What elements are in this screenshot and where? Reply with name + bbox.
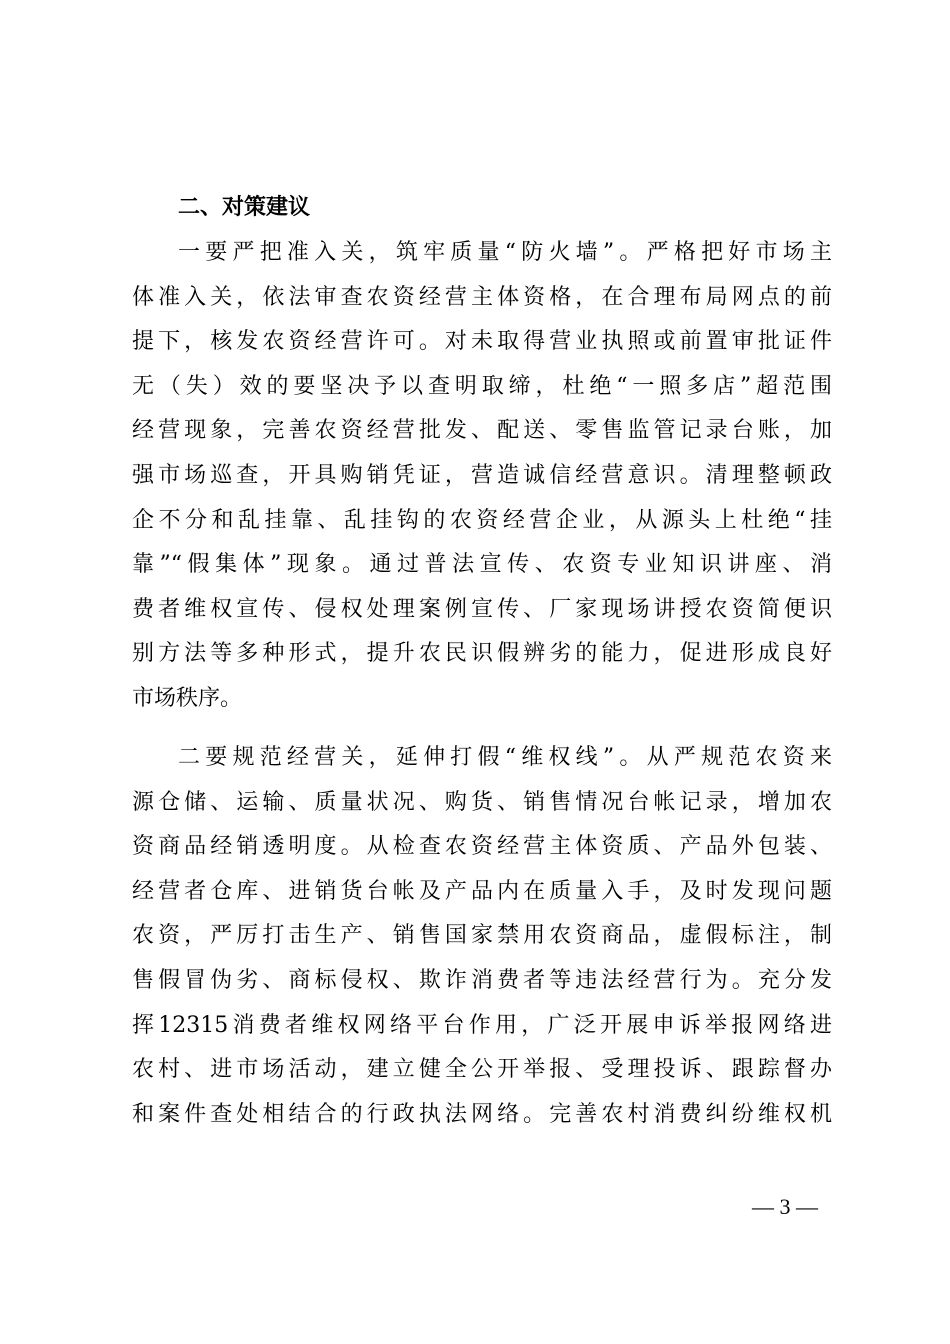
paragraph-line: 提下，核发农资经营许可。对未取得营业执照或前置审批证件 [132,329,832,355]
paragraph-line: 别方法等多种形式，提升农民识假辨劣的能力，促进形成良好 [132,641,832,667]
paragraph-line: 农村、进市场活动，建立健全公开举报、受理投诉、跟踪督办 [132,1057,832,1083]
paragraph-line: 农资，严厉打击生产、销售国家禁用农资商品，虚假标注，制 [132,923,832,949]
paragraph-line: 强市场巡查，开具购销凭证，营造诚信经营意识。清理整顿政 [132,462,832,488]
paragraph-line: 源仓储、运输、质量状况、购货、销售情况台帐记录，增加农 [132,789,832,815]
paragraph-line: 无（失）效的要坚决予以查明取缔，杜绝“一照多店”超范围 [132,373,832,399]
paragraph-line: 和案件查处相结合的行政执法网络。完善农村消费纠纷维权机 [132,1101,832,1127]
paragraph-line: 经营者仓库、进销货台帐及产品内在质量入手，及时发现问题 [132,878,832,904]
paragraph-line: 靠”“假集体”现象。通过普法宣传、农资专业知识讲座、消 [132,552,832,578]
paragraph-line: 售假冒伪劣、商标侵权、欺诈消费者等违法经营行为。充分发 [132,967,832,993]
paragraph-line: 费者维权宣传、侵权处理案例宣传、厂家现场讲授农资简便识 [132,596,832,622]
section-heading: 二、对策建议 [178,195,311,220]
paragraph-line: 二要规范经营关，延伸打假“维权线”。从严规范农资来 [178,745,832,770]
paragraph-line: 经营现象，完善农资经营批发、配送、零售监管记录台账，加 [132,418,832,444]
paragraph-line: 体准入关，依法审查农资经营主体资格，在合理布局网点的前 [132,284,832,310]
paragraph-line: 资商品经销透明度。从检查农资经营主体资质、产品外包装、 [132,834,832,860]
paragraph-line: 市场秩序。 [132,685,243,711]
page-number: — 3 — [752,1194,818,1219]
paragraph-line: 企不分和乱挂靠、乱挂钩的农资经营企业，从源头上杜绝“挂 [132,507,832,533]
paragraph-line: 挥12315消费者维权网络平台作用，广泛开展申诉举报网络进 [132,1012,832,1038]
paragraph-line: 一要严把准入关，筑牢质量“防火墙”。严格把好市场主 [178,240,832,265]
paragraph-business-regulation [132,736,832,1137]
paragraph-entry-control [132,231,832,722]
